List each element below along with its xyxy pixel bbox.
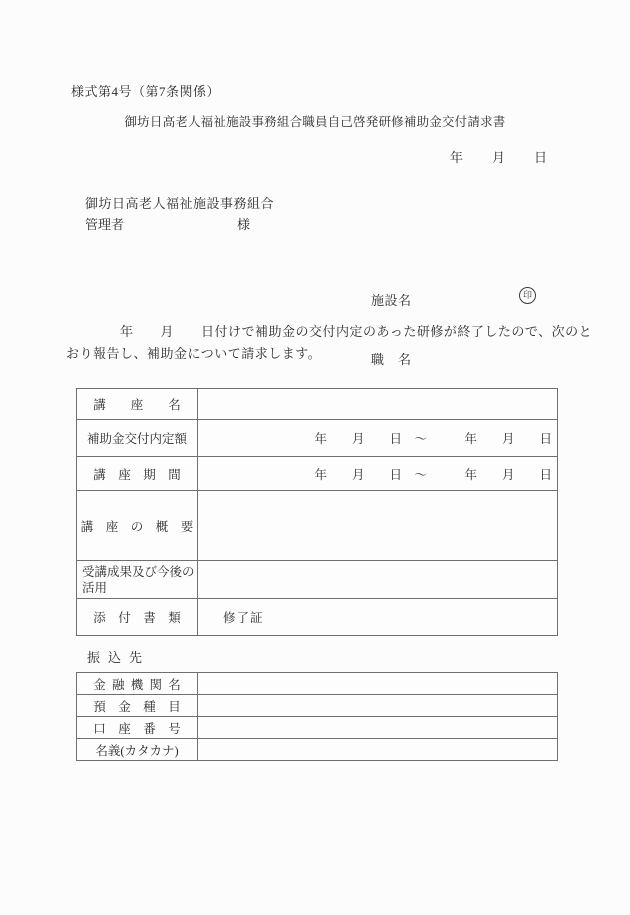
table-row-attachments (77, 599, 558, 636)
course-report-table (76, 388, 558, 636)
course-outline-label: 講 座 の 概 要 (77, 491, 198, 561)
facility-name-label: 施設名 (371, 293, 412, 308)
account-number-label: 口 座 番 号 (77, 717, 198, 739)
addressee-organization: 御坊日高老人福祉施設事務組合 (85, 196, 275, 211)
bank-name-value (198, 673, 558, 695)
table-row-course-name (77, 389, 558, 420)
addressee-honorific: 様 (237, 217, 251, 232)
date-line: 年 月 日 (449, 150, 548, 165)
form-number: 様式第4号（第7条関係） (71, 84, 221, 99)
course-name-value (198, 389, 558, 420)
position-label: 職 名 (371, 351, 412, 367)
table-row-account-holder (77, 739, 558, 761)
grant-amount-label: 補助金交付内定額 (77, 420, 198, 457)
outcome-value (198, 561, 558, 599)
bank-transfer-table (76, 672, 558, 761)
table-row-account-type (77, 695, 558, 717)
addressee-role: 管理者 (85, 217, 125, 232)
attachments-value: 修了証 (198, 599, 558, 636)
page-title: 御坊日高老人福祉施設事務組合職員自己啓発研修補助金交付請求書 (124, 115, 506, 129)
bank-transfer-heading: 振 込 先 (87, 650, 143, 665)
seal-icon: 印 (519, 287, 536, 304)
table-row-outcome (77, 561, 558, 599)
table-row-course-outline (77, 491, 558, 561)
bank-name-label: 金 融 機 関 名 (77, 673, 198, 695)
course-outline-value (198, 491, 558, 561)
course-period-label: 講 座 期 間 (77, 457, 198, 491)
course-period-value: 年 月 日 ～ 年 月 日 (198, 457, 558, 491)
account-type-label: 預 金 種 目 (77, 695, 198, 717)
account-holder-value (198, 739, 558, 761)
body-text-line2: おり報告し、補助金について請求します。 (66, 346, 322, 361)
attachments-label: 添 付 書 類 (77, 599, 198, 636)
course-name-label: 講 座 名 (77, 389, 198, 420)
table-row-course-period (77, 457, 558, 491)
account-holder-label: 名義(カタカナ) (77, 739, 198, 761)
table-row-account-number (77, 717, 558, 739)
body-text-line1: 年 月 日付けで補助金の交付内定のあった研修が終了したので、次のと (66, 324, 593, 339)
table-row-bank-name (77, 673, 558, 695)
grant-amount-value: 年 月 日 ～ 年 月 日 (198, 420, 558, 457)
outcome-label: 受講成果及び今後の活用 (77, 561, 198, 599)
table-row-grant-amount (77, 420, 558, 457)
account-number-value (198, 717, 558, 739)
account-type-value (198, 695, 558, 717)
